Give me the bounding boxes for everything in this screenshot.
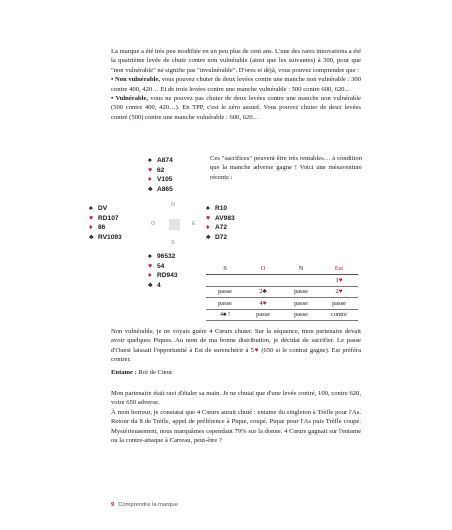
bid-cell: passe bbox=[282, 286, 320, 298]
heart-icon: ♥ bbox=[262, 299, 267, 307]
compass-south: S bbox=[171, 240, 175, 246]
club-icon: ♣ bbox=[262, 288, 267, 296]
running-title: Comprendre la marque bbox=[118, 502, 178, 508]
hand-row: ♣ A865 bbox=[148, 185, 173, 193]
hand-row: ♥ RD107 bbox=[89, 214, 119, 222]
compass-north: N bbox=[171, 202, 175, 208]
bullet-vul-text: vous ne pouvez pas chuter de deux levées contre une manche non vulnérable (500 contre 400, 420…). En TPP, c'est le zéro assuré. Vous pouvez chuter de deux levées contré (500) contre une manche vulnérable : 600, 620… bbox=[111, 95, 361, 121]
hand-row: ♣ RV1093 bbox=[89, 233, 122, 241]
bidding-row bbox=[206, 309, 358, 321]
heart-icon: ♥ bbox=[338, 276, 343, 284]
narrative-paragraph: Non vulnérable, je ne voyais guère 4 Cœurs chuter. Sur la séquence, mon partenaire devait avoir quelques Piques. Au nom de ma bonne distribution, je décidai de sacrifier. Le passe d'Ouest laissait l'opportunité à Est de surenchérir à 5♥ (650 si le contrat gagne). Est préféra contrer. bbox=[111, 328, 361, 364]
diamond-icon: ♦ bbox=[148, 176, 152, 184]
bid-cell: passe bbox=[320, 298, 358, 310]
spade-icon: ♠ bbox=[89, 205, 93, 212]
hand-row: ♦ RD943 bbox=[148, 272, 178, 280]
hand-south bbox=[148, 252, 178, 290]
bidding-header-o: O bbox=[244, 262, 282, 275]
hand-row: ♦ V105 bbox=[148, 176, 173, 184]
spade-icon: ♠ bbox=[206, 205, 210, 212]
diamond-icon: ♦ bbox=[206, 224, 210, 232]
compass-east: E bbox=[192, 221, 196, 227]
bid-cell: 4♠ ! bbox=[206, 309, 244, 321]
hand-row: ♥ 62 bbox=[148, 166, 165, 174]
bidding-header-n: N bbox=[282, 262, 320, 275]
hand-row: ♦ 86 bbox=[89, 224, 106, 232]
bidding-header-s: S bbox=[206, 262, 244, 275]
side-text: Ces "sacrifices" peuvent être très rentables… à condition que la manche adverse gagne ! Voici une mésaventure récente : bbox=[210, 155, 362, 181]
compass-west: O bbox=[151, 221, 156, 227]
bid-cell: passe bbox=[282, 298, 320, 310]
heart-icon: ♥ bbox=[206, 214, 211, 222]
club-icon: ♣ bbox=[148, 281, 153, 289]
bid-cell: contre bbox=[320, 309, 358, 321]
bullet-vul-lead: • Vulnérable, bbox=[111, 95, 149, 103]
hand-row: ♠ 96532 bbox=[148, 253, 176, 260]
bid-cell: passe bbox=[206, 286, 244, 298]
hand-row: ♣ 4 bbox=[148, 281, 161, 289]
hand-row: ♥ 54 bbox=[148, 262, 165, 270]
hand-east bbox=[206, 204, 235, 242]
bid-cell bbox=[244, 275, 282, 287]
bid-cell: passe bbox=[206, 298, 244, 310]
bid-cell: 2♥ bbox=[320, 286, 358, 298]
hand-row: ♥ AV983 bbox=[206, 214, 235, 222]
hand-row: ♠ A874 bbox=[148, 157, 173, 164]
heart-icon: ♥ bbox=[148, 166, 153, 174]
hand-row: ♠ DV bbox=[89, 205, 108, 212]
spade-icon: ♠ bbox=[148, 157, 152, 164]
club-icon: ♣ bbox=[206, 233, 211, 241]
bidding-row bbox=[206, 286, 358, 298]
page-number: 9 bbox=[111, 502, 115, 508]
bid-cell: 1♥ bbox=[320, 275, 358, 287]
compass-square bbox=[169, 219, 180, 230]
hand-row: ♣ D72 bbox=[206, 233, 228, 241]
entame-text: Roi de Cœur. bbox=[136, 369, 174, 376]
spade-icon: ♠ bbox=[223, 311, 227, 319]
diamond-icon: ♦ bbox=[148, 272, 152, 280]
club-icon: ♣ bbox=[148, 185, 153, 193]
hand-west bbox=[89, 204, 122, 242]
hand-north bbox=[148, 156, 173, 194]
bid-cell bbox=[206, 275, 244, 287]
entame-label: Entame : bbox=[111, 369, 137, 376]
entame-paragraph bbox=[111, 368, 361, 377]
hand-row: ♦ A72 bbox=[206, 224, 228, 232]
intro-paragraph bbox=[111, 47, 361, 122]
bullet-non-vul-lead: • Non vulnérable, bbox=[111, 76, 161, 84]
hand-row: ♠ R10 bbox=[206, 205, 228, 212]
compass bbox=[148, 200, 200, 250]
bid-cell bbox=[282, 275, 320, 287]
bidding-table bbox=[206, 262, 358, 321]
bullet-non-vul-text: vous pouvez chuter de deux levées contre une manche non vulnérable : 300 contre 400, 420… Et de trois levées contre une manche vulnérable : 500 contre 600, 620… bbox=[111, 76, 361, 93]
heart-icon: ♥ bbox=[253, 346, 260, 354]
bid-cell: 2♣ bbox=[244, 286, 282, 298]
bidding-header-row bbox=[206, 262, 358, 275]
bidding-row bbox=[206, 275, 358, 287]
heart-icon: ♥ bbox=[148, 262, 153, 270]
page-footer bbox=[111, 502, 178, 508]
intro-text: La marque a été très peu modifiée en un peu plus de cent ans. L'une des rares innovations a été la quatrième levée de chute contre non vulnérable (ainsi que les suivantes) à 300, pour que "non vulnérable" ne signifie pas "invulnérable". D'ores et déjà, vous pouvez comprendre que : bbox=[111, 48, 361, 74]
heart-icon: ♥ bbox=[89, 214, 94, 222]
club-icon: ♣ bbox=[89, 233, 94, 241]
bidding-header-est: Est bbox=[320, 262, 358, 275]
bid-cell: passe bbox=[244, 309, 282, 321]
spade-icon: ♠ bbox=[148, 253, 152, 260]
bidding-row bbox=[206, 298, 358, 310]
result-paragraph: Mon partenaire était ravi d'étaler sa main. Je ne chutai que d'une levée contré, 100, contre 620, voire 650 adverse. À mon horreur, je constatai que 4 Cœurs aurait chuté : entame du singleton à Trèfle pour l'As. Retour du 8 de Trèfle, appel de préférence à Pique, coupé. Pique pour l'As puis Trèfle coupé. Mystérieusement, nous marquâmes cependant 79% sur la donne. 4 Cœurs gagnait sur l'entame ou la contre-attaque à Carreau, peut-être ? bbox=[111, 390, 361, 445]
bid-cell: 4♥ bbox=[244, 298, 282, 310]
bid-cell: passe bbox=[282, 309, 320, 321]
heart-icon: ♥ bbox=[338, 288, 343, 296]
diamond-icon: ♦ bbox=[89, 224, 93, 232]
